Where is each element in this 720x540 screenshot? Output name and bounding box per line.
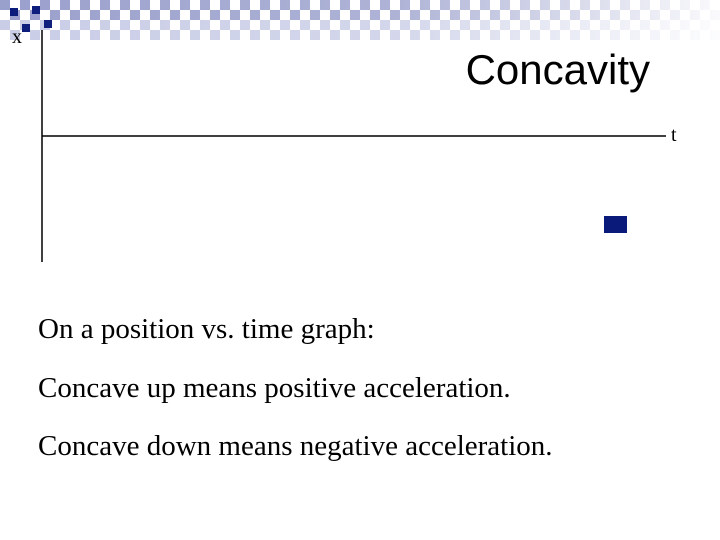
x-axis-label: x (12, 26, 22, 48)
slide-title: Concavity (465, 46, 650, 93)
t-axis-label: t (671, 124, 677, 146)
square-marker-icon (604, 216, 627, 233)
body-line-1: On a position vs. time graph: (38, 313, 375, 345)
body-line-3: Concave down means negative acceleration. (38, 430, 553, 462)
body-line-2: Concave up means positive acceleration. (38, 372, 511, 404)
